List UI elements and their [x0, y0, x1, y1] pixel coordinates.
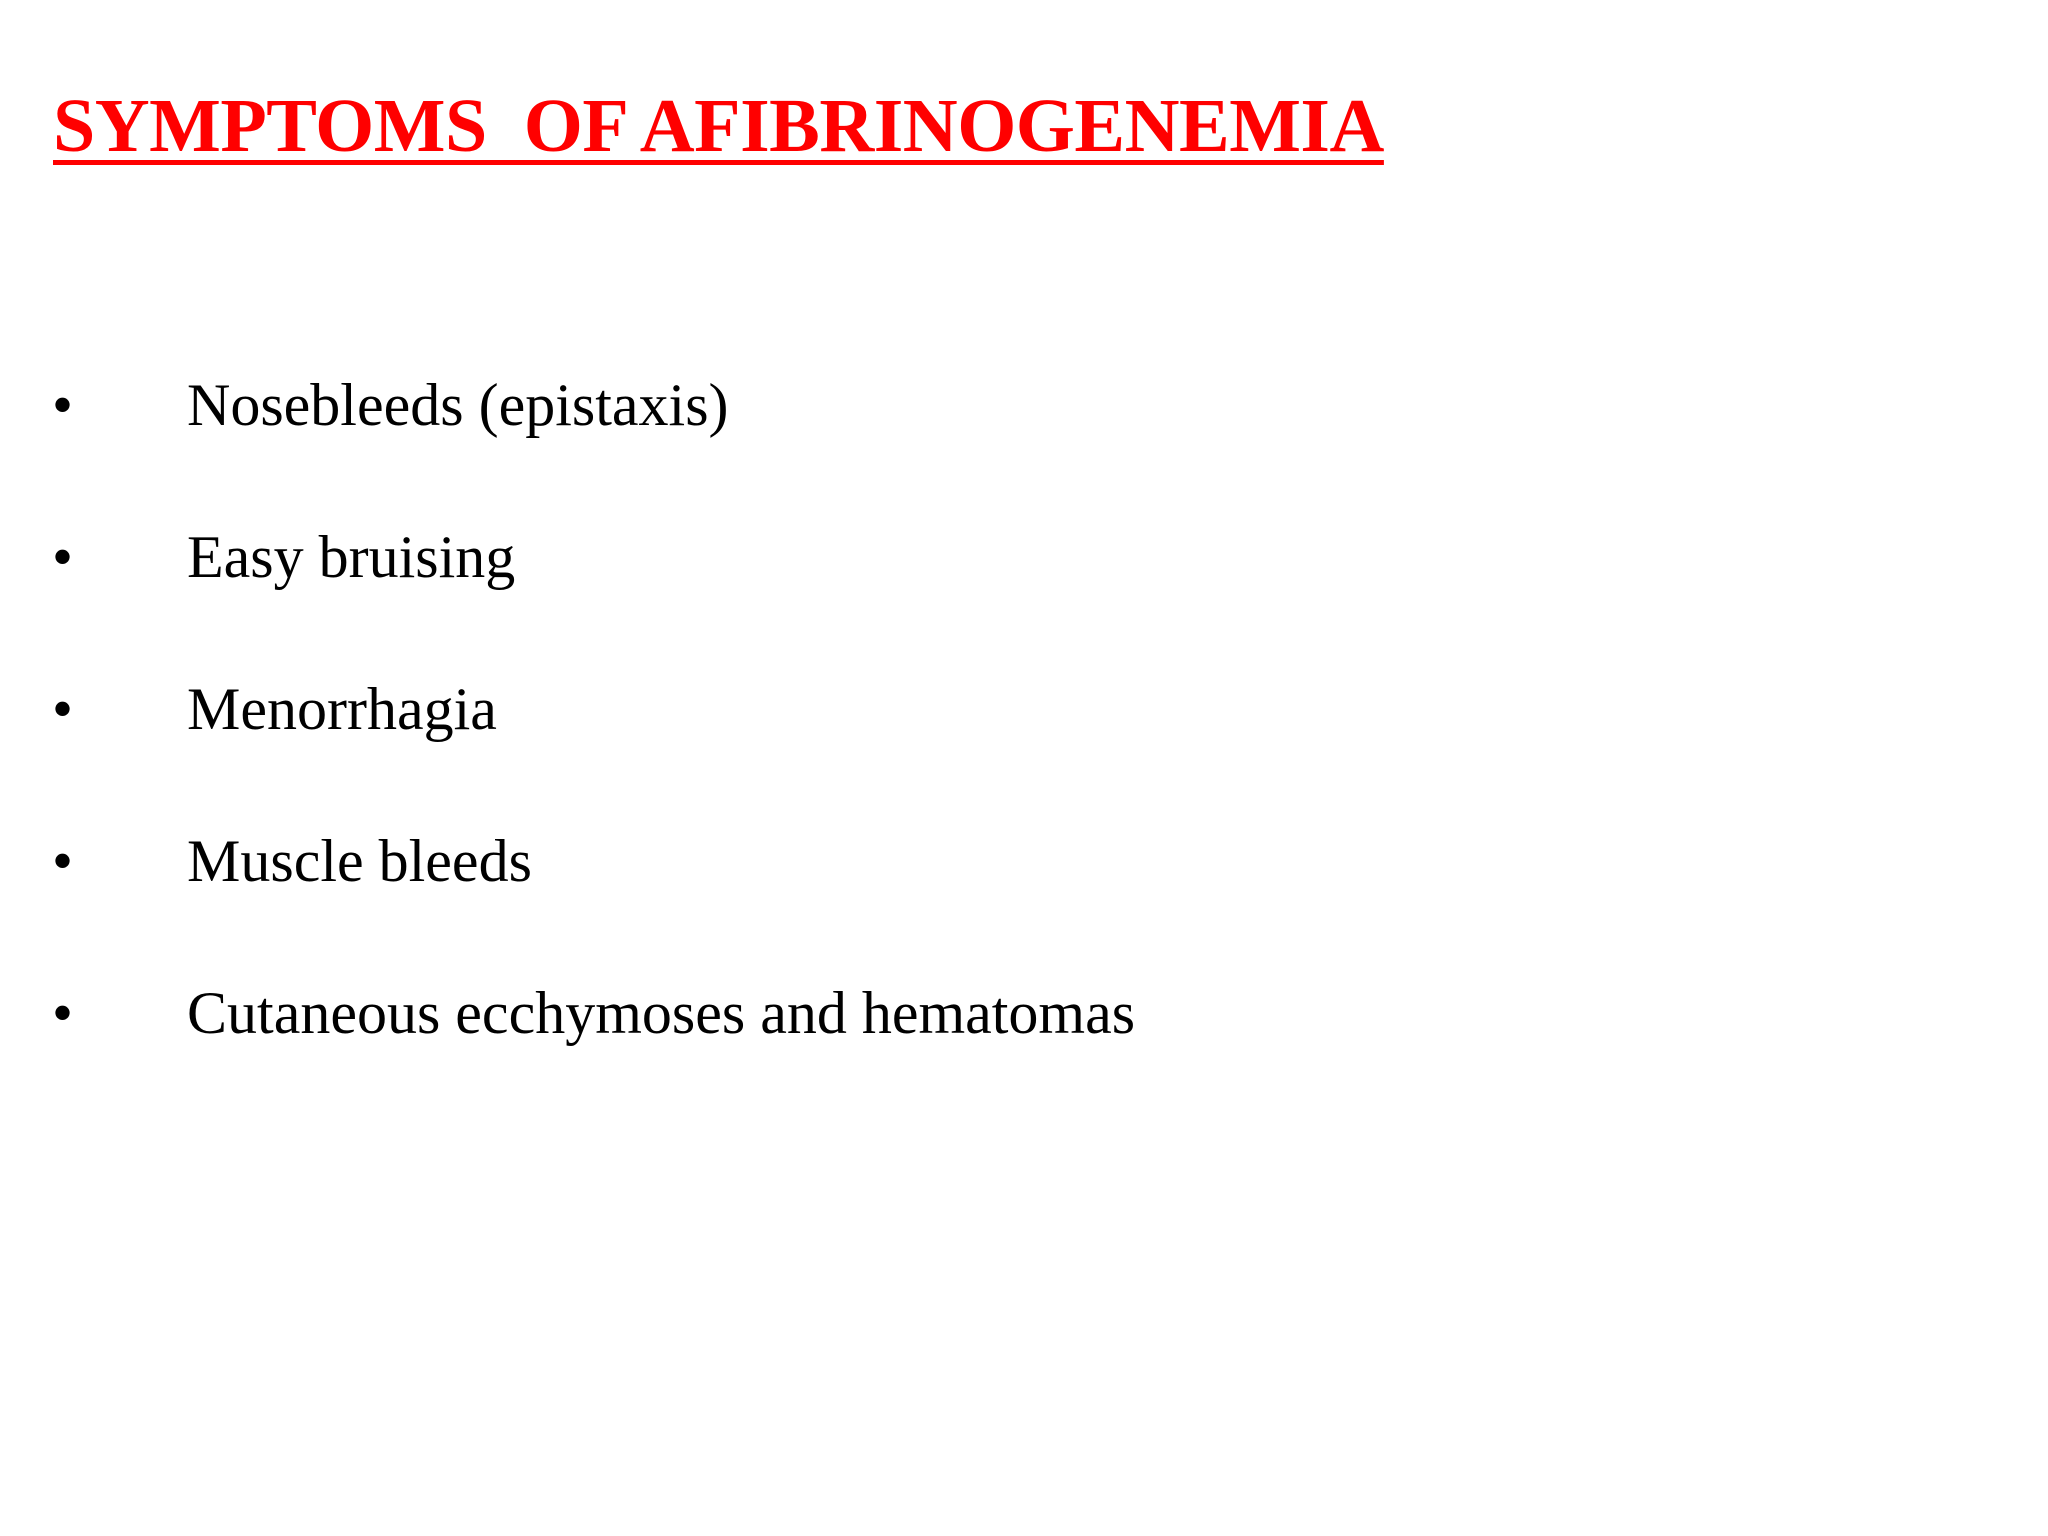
bullet-icon: • [52, 676, 74, 742]
list-item [0, 517, 1400, 597]
list-item [0, 365, 1400, 445]
bullet-icon: • [52, 372, 74, 438]
list-item [0, 973, 1400, 1053]
list-item-text: Cutaneous ecchymoses and hematomas [187, 980, 1136, 1046]
bullet-icon: • [52, 980, 74, 1046]
list-item-text: Nosebleeds (epistaxis) [187, 372, 729, 438]
list-item-text: Easy bruising [187, 524, 516, 590]
list-item [0, 821, 1400, 901]
list-item [0, 669, 1400, 749]
bullet-icon: • [52, 828, 74, 894]
bullet-icon: • [52, 524, 74, 590]
list-item-text: Muscle bleeds [187, 828, 532, 894]
slide-title: SYMPTOMS OF AFIBRINOGENEMIA [53, 84, 1384, 168]
list-item-text: Menorrhagia [187, 676, 497, 742]
